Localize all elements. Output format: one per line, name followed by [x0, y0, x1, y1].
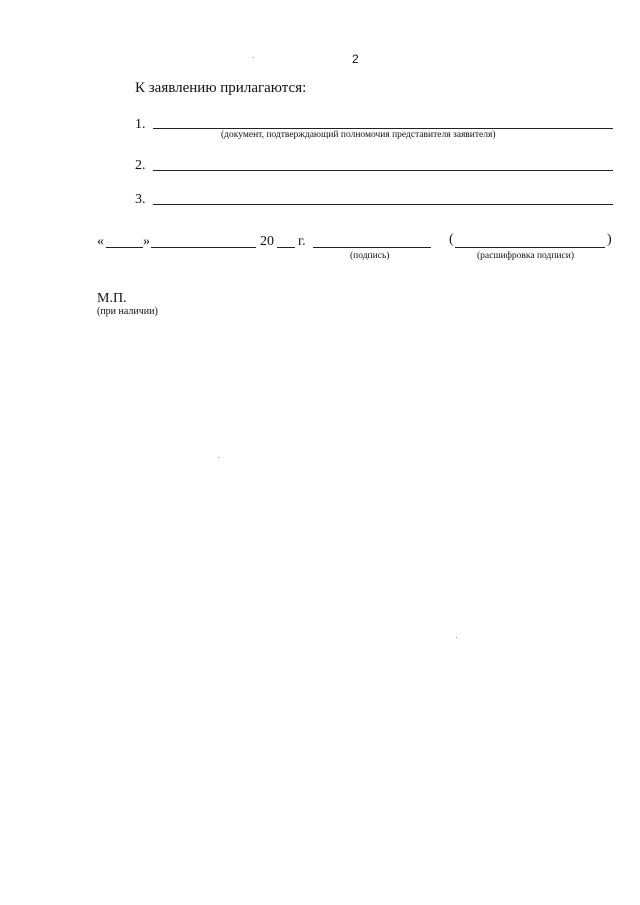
attachment-number-1: 1. [135, 117, 146, 132]
attachment-number-3: 3. [135, 192, 146, 207]
stamp-label: М.П. [97, 291, 127, 306]
scan-speck [456, 637, 457, 638]
page-number: 2 [352, 52, 359, 66]
decode-open-paren: ( [449, 232, 454, 247]
attachments-heading: К заявлению прилагаются: [135, 80, 307, 96]
attachment-number-2: 2. [135, 158, 146, 173]
date-year-line[interactable] [277, 247, 295, 248]
date-month-line[interactable] [151, 247, 256, 248]
decode-caption: (расшифровка подписи) [477, 251, 574, 261]
attachment-caption-1: (документ, подтверждающий полномочия представителя заявителя) [221, 130, 496, 140]
scan-speck [218, 457, 219, 458]
decode-line[interactable] [455, 247, 605, 248]
date-day-line[interactable] [106, 247, 143, 248]
attachment-line-3[interactable] [153, 204, 613, 205]
scan-speck [253, 57, 254, 58]
date-year-prefix: 20 [260, 234, 274, 249]
signature-line[interactable] [313, 247, 431, 248]
date-year-suffix: г. [298, 234, 306, 249]
signature-caption: (подпись) [350, 251, 390, 261]
attachment-line-2[interactable] [153, 170, 613, 171]
decode-close-paren: ) [607, 232, 612, 247]
attachment-line-1[interactable] [153, 128, 613, 129]
date-close-quote: » [143, 234, 150, 249]
date-open-quote: « [97, 234, 104, 249]
stamp-note: (при наличии) [97, 306, 158, 317]
